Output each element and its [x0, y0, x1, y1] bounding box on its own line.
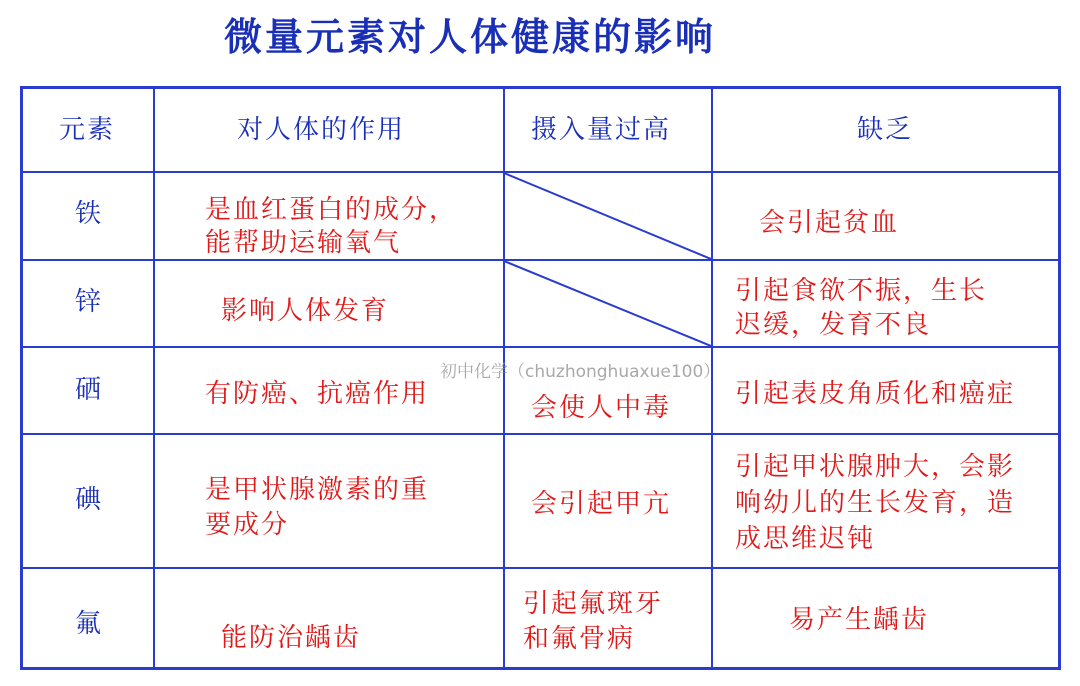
effect-selenium: 有防癌、抗癌作用: [205, 379, 430, 409]
excess-fluorine-line2: 和氟骨病: [523, 624, 636, 654]
deficiency-iodine-line1: 引起甲状腺肿大，会影: [735, 452, 1016, 482]
deficiency-zinc-line1: 引起食欲不振，生长: [735, 276, 988, 306]
element-zinc: 锌: [75, 287, 104, 317]
page-title: 微量元素对人体健康的影响: [223, 15, 716, 59]
element-fluorine: 氟: [75, 609, 104, 639]
header-effect: 对人体的作用: [237, 115, 406, 145]
row-divider: [23, 346, 1058, 348]
column-divider: [153, 89, 155, 667]
effect-iron-line2: 能帮助运输氧气: [205, 228, 402, 258]
excess-fluorine-line1: 引起氟斑牙: [523, 589, 664, 619]
effect-iodine-line1: 是甲状腺激素的重: [205, 475, 430, 505]
effect-zinc: 影响人体发育: [221, 296, 390, 326]
header-deficiency: 缺乏: [857, 115, 914, 145]
effect-iodine-line2: 要成分: [205, 510, 290, 540]
excess-iodine: 会引起甲亢: [531, 489, 672, 519]
excess-selenium: 会使人中毒: [531, 393, 672, 423]
diagonal-slash-iron: [504, 173, 711, 259]
row-divider: [23, 433, 1058, 435]
element-iodine: 碘: [75, 485, 104, 515]
deficiency-iodine-line3: 成思维迟钝: [735, 524, 876, 554]
deficiency-fluorine: 易产生龋齿: [789, 605, 930, 635]
deficiency-zinc-line2: 迟缓，发育不良: [735, 310, 932, 340]
deficiency-selenium: 引起表皮角质化和癌症: [735, 379, 1016, 409]
diagonal-slash-zinc: [504, 261, 711, 346]
element-iron: 铁: [75, 199, 104, 229]
row-divider: [23, 567, 1058, 569]
effect-iron-line1: 是血红蛋白的成分，: [205, 195, 458, 225]
deficiency-iodine-line2: 响幼儿的生长发育，造: [735, 488, 1016, 518]
header-element: 元素: [59, 115, 116, 145]
element-selenium: 硒: [75, 375, 104, 405]
header-excess: 摄入量过高: [531, 115, 672, 145]
deficiency-iron: 会引起贫血: [759, 208, 900, 238]
watermark: 初中化学（chuzhonghuaxue100）: [440, 362, 721, 382]
effect-fluorine: 能防治龋齿: [221, 623, 362, 653]
